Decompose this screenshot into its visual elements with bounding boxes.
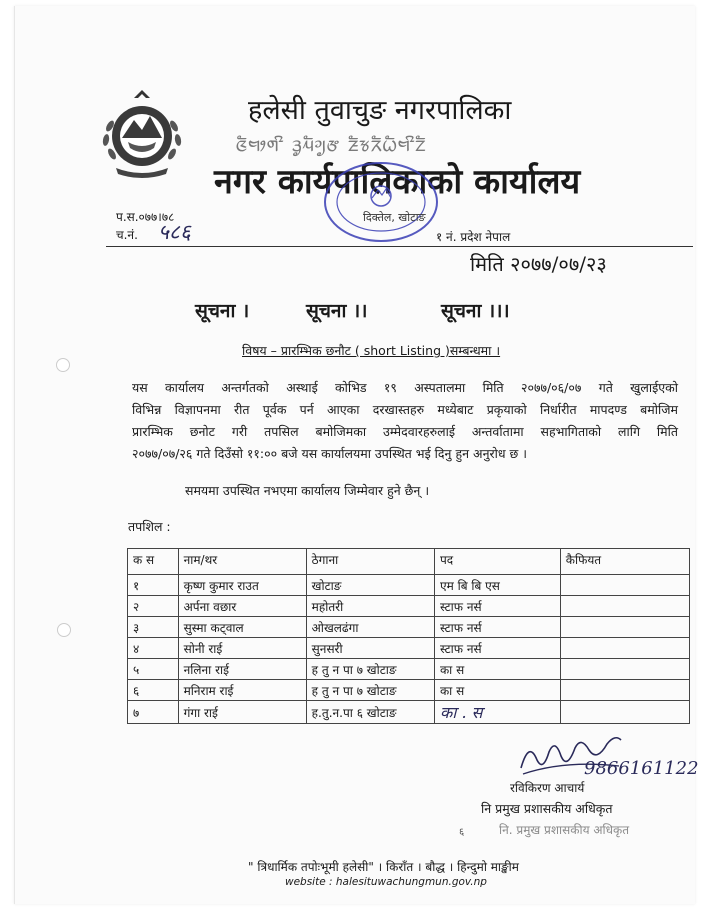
- table-cell: कृष्ण कुमार राउत: [178, 575, 306, 596]
- table-cell: सुस्मा कट्वाल: [178, 617, 306, 638]
- table-cell: नलिना राई: [178, 659, 306, 680]
- signer-name: रविकिरण आचार्य: [510, 781, 585, 795]
- paragraph-line: प्रारम्भिक छनोट गरी तपसिल बमोजिमका उम्मेदवारहरुलाई अन्तर्वातामा सहभागिताको लागि मिति: [132, 424, 678, 439]
- table-cell: [560, 680, 689, 701]
- document-date: मिति २०७७/०७/२३: [470, 252, 607, 276]
- header-divider: [106, 246, 693, 247]
- table-cell: ४: [128, 638, 179, 659]
- stamp-mark: ६: [459, 827, 465, 838]
- table-header-row: [128, 549, 690, 575]
- table-cell: [560, 638, 689, 659]
- table-row: [128, 575, 690, 596]
- table-cell: मनिराम राई: [178, 680, 306, 701]
- table-cell: अर्पना वछार: [178, 596, 306, 617]
- table-row: [128, 659, 690, 680]
- table-cell: एम बि बि एस: [434, 575, 560, 596]
- table-cell: ५: [128, 659, 179, 680]
- table-cell: ह.तु.न.पा ६ खोटाङ: [306, 701, 434, 724]
- table-cell: का स: [434, 659, 560, 680]
- body-paragraph: [132, 377, 678, 465]
- column-header: नाम/थर: [178, 549, 306, 575]
- table-cell: ह तु न पा ७ खोटाङ: [306, 659, 434, 680]
- table-cell: १: [128, 575, 179, 596]
- candidate-table: [127, 548, 690, 724]
- details-label: तपशिल :: [128, 519, 171, 534]
- table-cell: का . स: [434, 701, 560, 724]
- column-header: पद: [434, 549, 560, 575]
- table-cell: ६: [128, 680, 179, 701]
- municipality-name: हलेसी तुवाचुङ नगरपालिका: [248, 95, 512, 126]
- punch-hole: [56, 358, 70, 372]
- punch-hole: [57, 623, 71, 637]
- limbu-script-title: ᤜᤠᤗᤣᤛᤡ ᤋᤢᤘᤠᤆᤢᤅ ᤏᤠᤃᤖᤠᤐᤠᤗᤡᤁᤠ: [236, 132, 427, 157]
- paragraph-line: यस कार्यालय अन्तर्गतको अस्थाई कोभिड १९ अस्पतालमा मिति २०७७/०६/०७ गते खुलाईएको: [132, 380, 678, 395]
- table-cell: ओखलढंगा: [306, 617, 434, 638]
- designation-stamp: नि. प्रमुख प्रशासकीय अधिकृत: [499, 823, 630, 837]
- column-header: ठेगाना: [306, 549, 434, 575]
- notice-heading-1: सूचना ।: [195, 300, 250, 322]
- office-name: नगर कार्यपालिकाको कार्यालय: [214, 162, 581, 202]
- table-cell: महोतरी: [306, 596, 434, 617]
- table-cell: स्टाफ नर्स: [434, 596, 560, 617]
- table-cell: ७: [128, 701, 179, 724]
- table-cell: [560, 617, 689, 638]
- office-address: दिक्तेल, खोटाङ: [363, 211, 426, 224]
- table-cell: [560, 596, 689, 617]
- table-row: [128, 680, 690, 701]
- fiscal-year-ref: प.स.०७७।७८: [116, 210, 175, 224]
- footer-motto: " त्रिधार्मिक तपोःभूमी हलेसी" । किराँत । बौद्ध । हिन्दुमो माङ्खीम: [248, 860, 519, 874]
- table-cell: [560, 701, 689, 724]
- table-cell: गंगा राई: [178, 701, 306, 724]
- table-cell: [560, 659, 689, 680]
- table-cell: स्टाफ नर्स: [434, 617, 560, 638]
- table-cell: २: [128, 596, 179, 617]
- table-row: [128, 701, 690, 724]
- dispatch-number-value: ५८६: [158, 220, 191, 244]
- footer-website: website : halesituwachungmun.gov.np: [285, 876, 487, 888]
- table-cell: ह तु न पा ७ खोटाङ: [306, 680, 434, 701]
- table-cell: का स: [434, 680, 560, 701]
- table-cell: सुनसरी: [306, 638, 434, 659]
- notice-heading-2: सूचना ।।: [306, 300, 368, 322]
- nepal-emblem-icon: [94, 86, 190, 182]
- paragraph-line: २०७७/०७/२६ गते दिउँसो ११:०० बजे यस कार्यालयमा उपस्थित भई दिनु हुन अनुरोध छ ।: [132, 446, 527, 461]
- table-row: [128, 617, 690, 638]
- table-cell: सोनी राई: [178, 638, 306, 659]
- dispatch-number-label: च.नं.: [116, 228, 138, 242]
- signer-designation: नि प्रमुख प्रशासकीय अधिकृत: [481, 801, 613, 816]
- table-cell: स्टाफ नर्स: [434, 638, 560, 659]
- table-cell: ३: [128, 617, 179, 638]
- handwritten-phone-number: 9866161122: [584, 758, 699, 779]
- table-cell: [560, 575, 689, 596]
- office-stamp-icon: [322, 160, 440, 244]
- subject-line: विषय – प्रारम्भिक छनौट ( short Listing )सम्बन्धमा ।: [242, 343, 501, 358]
- column-header: क स: [128, 549, 179, 575]
- province-label: १ नं. प्रदेश नेपाल: [436, 230, 511, 244]
- column-header: कैफियत: [560, 549, 689, 575]
- table-row: [128, 638, 690, 659]
- paragraph-line: विभिन्न विज्ञापनमा रीत पूर्वक पर्न आएका दरखास्तहरु मध्येबाट प्रकृयाको निर्धारीत मापदण्ड बमोजिम: [132, 402, 678, 417]
- notice-heading-3: सूचना ।।।: [441, 300, 510, 322]
- attendance-note: समयमा उपस्थित नभएमा कार्यालय जिम्मेवार हुने छैन् ।: [185, 483, 430, 498]
- table-row: [128, 596, 690, 617]
- table-cell: खोटाङ: [306, 575, 434, 596]
